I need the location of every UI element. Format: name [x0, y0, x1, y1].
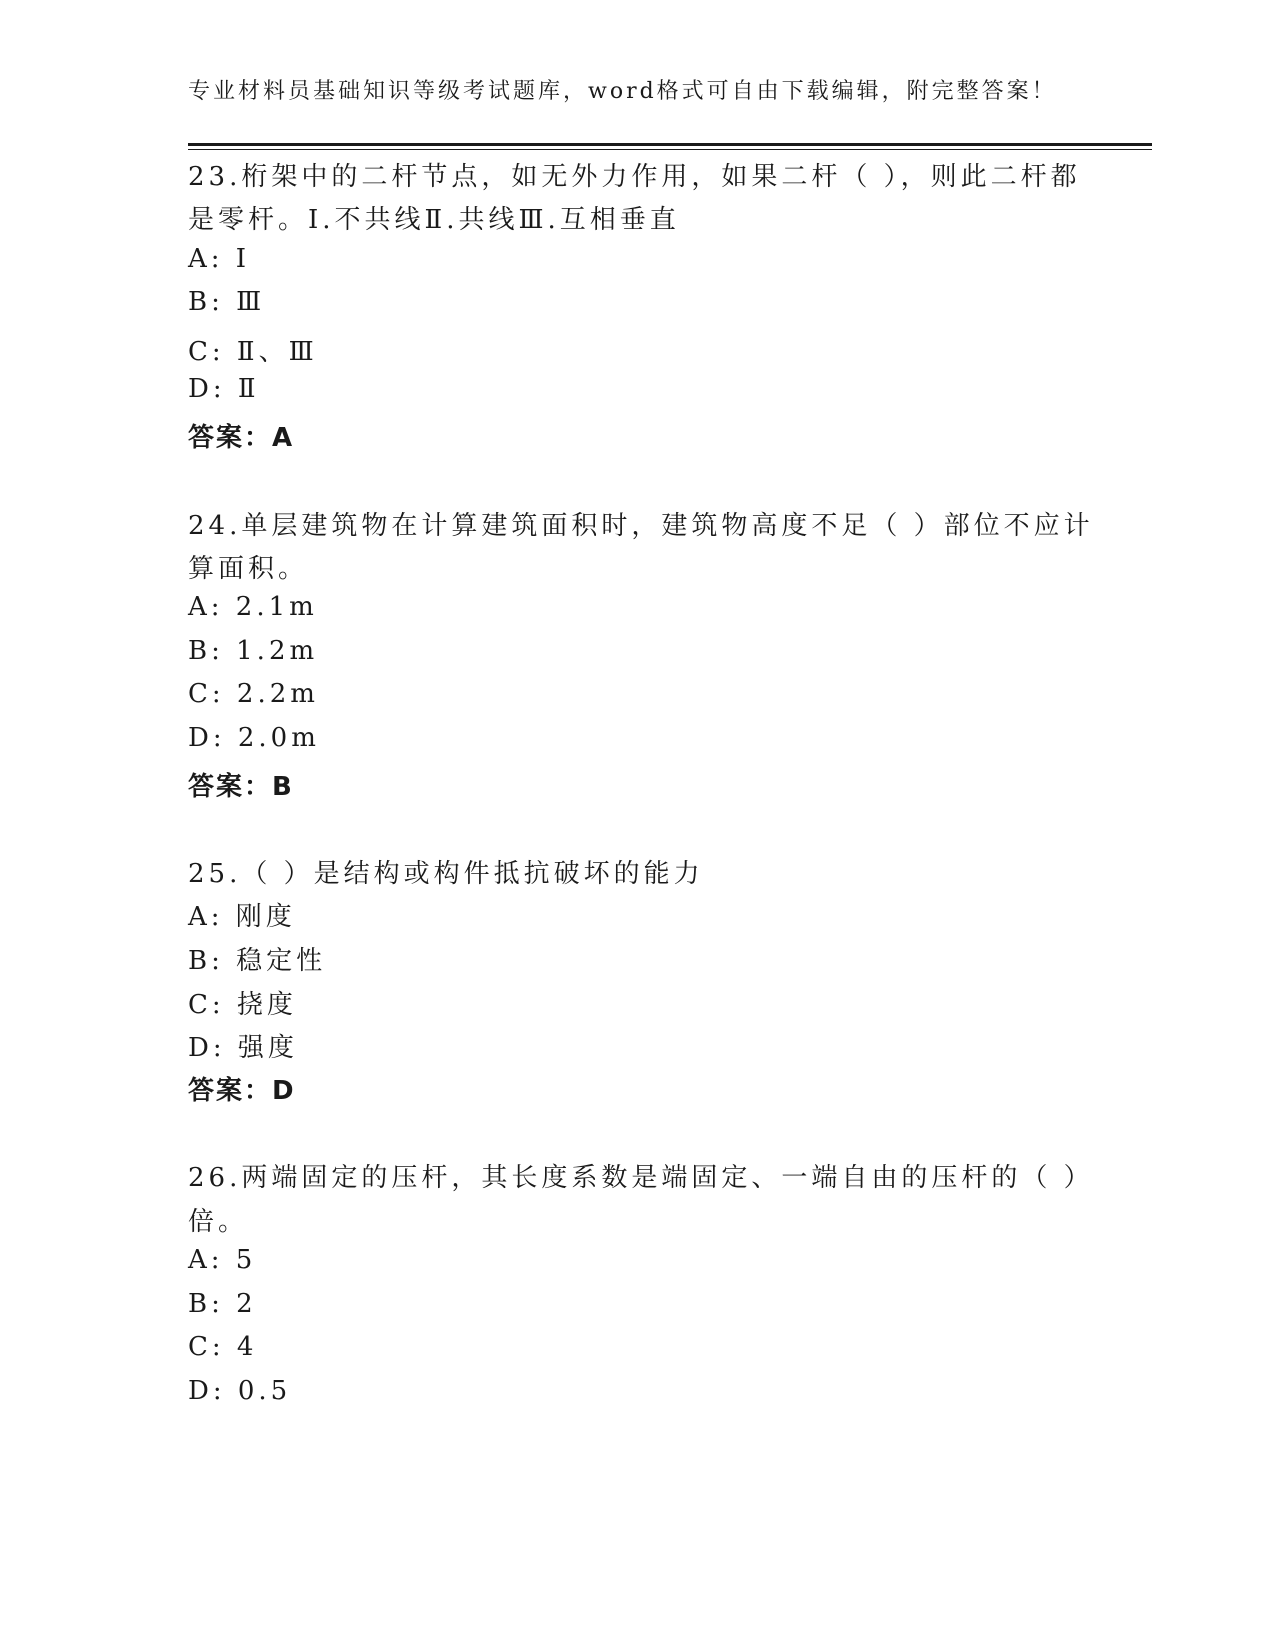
question-25-option-a: A: 刚度	[188, 902, 296, 932]
question-26-stem-line-1: 26.两端固定的压杆，其长度系数是端固定、一端自由的压杆的（ ）	[188, 1163, 1094, 1193]
header-rule-thin	[188, 149, 1152, 150]
question-24-option-a: A: 2.1m	[188, 592, 318, 622]
question-24-option-b: B: 1.2m	[188, 636, 319, 666]
question-23-stem-line-2: 是零杆。I.不共线Ⅱ.共线Ⅲ.互相垂直	[188, 205, 680, 235]
page-header: 专业材料员基础知识等级考试题库，word格式可自由下载编辑，附完整答案！	[188, 79, 1057, 104]
question-24-stem-line-1: 24.单层建筑物在计算建筑面积时，建筑物高度不足（ ）部位不应计	[188, 511, 1094, 541]
question-26-option-b: B: 2	[188, 1289, 257, 1319]
question-25-option-c: C: 挠度	[188, 990, 297, 1020]
question-26-option-d: D: 0.5	[188, 1376, 292, 1406]
question-26-stem-line-2: 倍。	[188, 1207, 249, 1237]
question-24-option-d: D: 2.0m	[188, 723, 320, 753]
question-23-option-c: C: Ⅱ、Ⅲ	[188, 337, 318, 367]
question-23-option-d: D: Ⅱ	[188, 374, 260, 404]
question-25-answer: 答案：D	[188, 1076, 296, 1106]
question-24-answer: 答案：B	[188, 772, 294, 802]
question-24-option-c: C: 2.2m	[188, 679, 319, 709]
question-25-stem-line-1: 25.（ ）是结构或构件抵抗破坏的能力	[188, 859, 704, 889]
question-26-option-c: C: 4	[188, 1332, 258, 1362]
question-23-option-b: B: Ⅲ	[188, 287, 266, 317]
question-23-option-a: A: Ⅰ	[188, 244, 251, 274]
question-24-stem-line-2: 算面积。	[188, 554, 309, 584]
question-25-option-d: D: 强度	[188, 1033, 298, 1063]
question-23-stem-line-1: 23.桁架中的二杆节点，如无外力作用，如果二杆（ ），则此二杆都	[188, 162, 1081, 192]
question-23-answer: 答案：A	[188, 423, 295, 453]
question-26-option-a: A: 5	[188, 1245, 257, 1275]
question-25-option-b: B: 稳定性	[188, 946, 327, 976]
header-rule-thick	[188, 143, 1152, 146]
